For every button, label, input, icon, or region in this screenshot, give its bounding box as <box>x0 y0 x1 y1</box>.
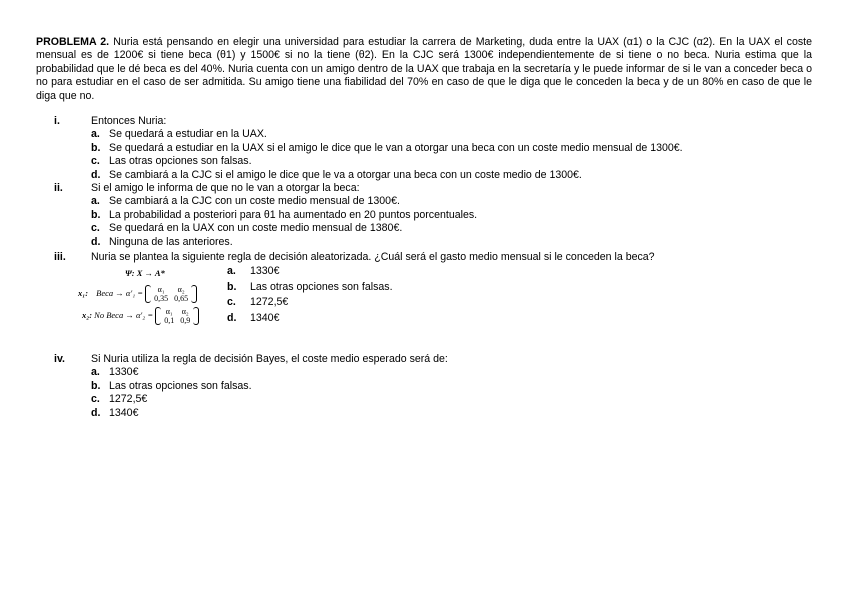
option-letter: d. <box>91 235 101 248</box>
question-text: Si Nuria utiliza la regla de decisión Bayes, el coste medio esperado será de: <box>91 353 448 365</box>
rule-row-beca <box>78 285 197 303</box>
option-text: La probabilidad a posteriori para θ1 ha aumentado en 20 puntos porcentuales. <box>109 208 478 221</box>
question-number: iv. <box>54 353 65 365</box>
option-text: Se quedará en la UAX con un coste medio mensual de 1380€. <box>109 222 403 235</box>
option-text: Las otras opciones son falsas. <box>109 379 252 392</box>
rule-row-label: x₂: <box>82 309 93 320</box>
option-text: 1330€ <box>109 366 139 379</box>
rule-row-expr: Beca → α′₁ = <box>96 287 144 298</box>
rule-row-no-beca <box>82 307 199 325</box>
question-number: ii. <box>54 182 63 194</box>
matrix-header: α₂ <box>181 307 189 316</box>
question-text: Entonces Nuria: <box>91 115 167 127</box>
option-text: Las otras opciones son falsas. <box>250 280 393 293</box>
option-letter: a. <box>227 265 236 277</box>
option-letter: d. <box>227 311 237 324</box>
rule-title: Ψ: X → A* <box>125 268 165 278</box>
option-letter: a. <box>91 128 100 141</box>
question-number: iii. <box>54 251 66 263</box>
matrix-header: α₁ <box>157 285 165 294</box>
problem-label: PROBLEMA 2. <box>36 36 110 48</box>
option-letter: d. <box>91 406 101 419</box>
option-text: Las otras opciones son falsas. <box>109 155 252 168</box>
option-letter: c. <box>91 222 100 235</box>
option-letter: d. <box>91 168 101 181</box>
option-text: Se cambiará a la CJC si el amigo le dice que le va a otorgar una beca con un coste medio de 1300€. <box>109 168 582 181</box>
option-text: Se cambiará a la CJC con un coste medio mensual de 1300€. <box>109 195 400 208</box>
matrix-value: 0,35 <box>154 294 169 303</box>
option-letter: a. <box>91 195 100 208</box>
decision-rule <box>36 265 226 327</box>
problem-text: Nuria está pensando en elegir una universidad para estudiar la carrera de Marketing, duda entre la UAX (α1) o la CJC (α2). En la UAX el coste mensual es de 1200€ si tiene beca (θ1) y 1500€ si no la tiene (θ2). En la CJC será 1300€ independientemente de si tiene o no beca. Nuria estima que la probabilidad que le dé beca es del 40%. Nuria cuenta con un amigo dentro de la UAX que trabaja en la secretaría y le puede informar de si le van a conceder beca o no para estudiar en el caso de ser admitida. Su amigo tiene una fiabilidad del 70% en caso de que le diga que le conceden la beca y de un 80% en caso de que le diga que no. <box>36 36 812 102</box>
option-text: Se quedará a estudiar en la UAX. <box>109 128 267 141</box>
matrix-header: α₂ <box>177 285 185 294</box>
matrix-value: 0,65 <box>174 294 189 303</box>
option-letter: b. <box>227 280 237 293</box>
question-text: Si el amigo le informa de que no le van a otorgar la beca: <box>91 182 360 194</box>
option-letter: b. <box>91 208 101 221</box>
option-letter: c. <box>91 393 100 406</box>
option-text: Ninguna de las anteriores. <box>109 235 233 248</box>
option-letter: c. <box>227 296 236 308</box>
question-text: Nuria se plantea la siguiente regla de decisión aleatorizada. ¿Cuál será el gasto medio mensual si le conceden la beca? <box>91 251 655 263</box>
rule-row-expr: No Beca → α′₂ = <box>94 309 154 320</box>
problem-statement <box>36 36 812 103</box>
probability-matrix <box>145 285 197 303</box>
question-number: i. <box>54 115 60 127</box>
option-text: 1340€ <box>109 406 139 419</box>
option-text: 1272,5€ <box>109 393 148 406</box>
option-text: 1272,5€ <box>250 296 289 308</box>
option-letter: b. <box>91 379 101 392</box>
matrix-header: α₁ <box>165 307 173 316</box>
matrix-value: 0,9 <box>180 316 191 325</box>
rule-row-label: x₁: <box>78 287 89 298</box>
option-text: Se quedará a estudiar en la UAX si el amigo le dice que le van a otorgar una beca con un coste medio mensual de 1300€. <box>109 141 683 154</box>
option-text: 1330€ <box>250 265 280 277</box>
option-letter: b. <box>91 141 101 154</box>
option-letter: c. <box>91 155 100 168</box>
option-text: 1340€ <box>250 311 280 324</box>
probability-matrix <box>155 307 199 325</box>
option-letter: a. <box>91 366 100 379</box>
matrix-value: 0,1 <box>164 316 175 325</box>
